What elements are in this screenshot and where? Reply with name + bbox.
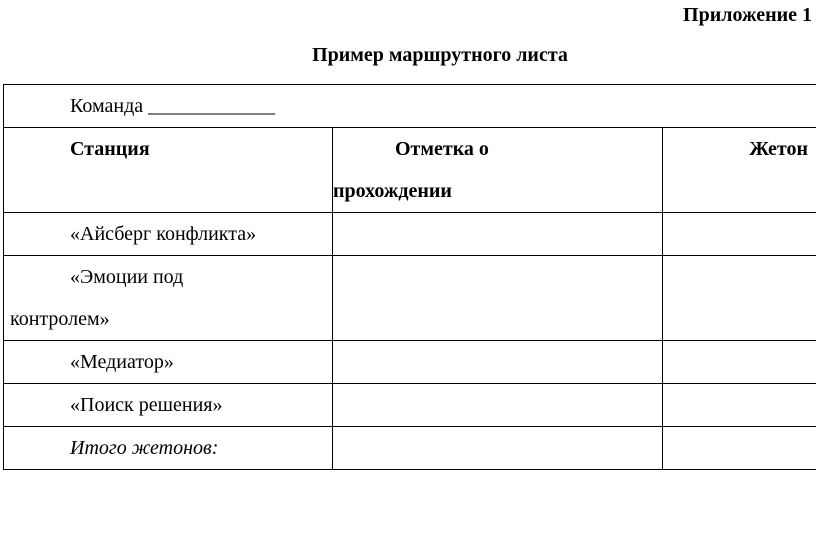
header-station-cell <box>4 128 333 213</box>
station-name: «Поиск решения» <box>70 394 223 416</box>
table-row <box>4 213 816 256</box>
header-station: Станция <box>70 138 150 160</box>
header-token: Жетон <box>749 138 808 160</box>
total-label-cell <box>4 427 333 470</box>
mark-cell[interactable] <box>333 384 663 427</box>
table-row <box>4 256 816 341</box>
header-mark-line2: прохождении <box>333 180 452 202</box>
token-cell[interactable] <box>663 384 816 427</box>
total-token-cell[interactable] <box>663 427 816 470</box>
team-cell <box>4 85 816 128</box>
token-cell[interactable] <box>663 256 816 341</box>
mark-cell[interactable] <box>333 341 663 384</box>
total-row <box>4 427 816 470</box>
station-name: «Медиатор» <box>70 351 174 373</box>
team-row <box>4 85 816 128</box>
station-name-line2: контролем» <box>10 308 110 330</box>
token-cell[interactable] <box>663 213 816 256</box>
station-name-line1: «Эмоции под <box>70 266 184 288</box>
header-row <box>4 128 816 213</box>
total-mark-cell[interactable] <box>333 427 663 470</box>
header-mark-cell <box>333 128 663 213</box>
document-title: Пример маршрутного листа <box>312 44 568 66</box>
table-row <box>4 341 816 384</box>
station-cell <box>4 213 333 256</box>
route-sheet-table <box>3 84 816 470</box>
mark-cell[interactable] <box>333 213 663 256</box>
appendix-label: Приложение 1 <box>683 4 812 26</box>
station-cell <box>4 384 333 427</box>
station-cell <box>4 341 333 384</box>
station-cell <box>4 256 333 341</box>
header-token-cell <box>663 128 816 213</box>
team-label: Команда <box>70 95 144 117</box>
header-mark-line1: Отметка о <box>395 138 489 160</box>
total-label: Итого жетонов: <box>70 437 219 459</box>
table-row <box>4 384 816 427</box>
token-cell[interactable] <box>663 341 816 384</box>
team-name-blank: ______________ <box>148 95 275 117</box>
mark-cell[interactable] <box>333 256 663 341</box>
station-name: «Айсберг конфликта» <box>70 223 257 245</box>
